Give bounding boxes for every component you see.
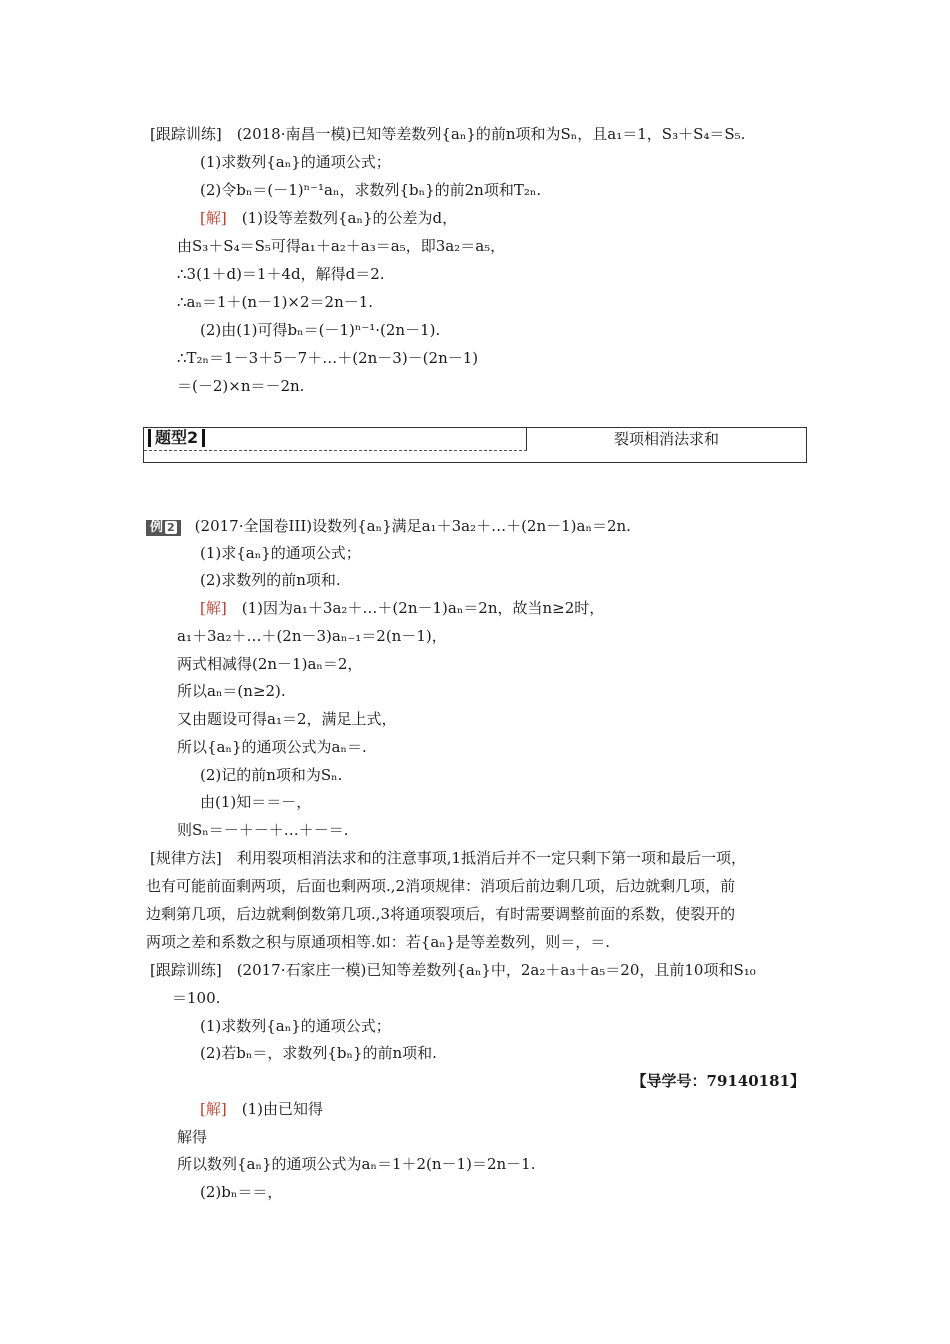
example-number: 2 — [167, 521, 175, 534]
topic-banner-left — [144, 428, 527, 451]
solution-2-line: 两式相减得(2n－1)aₙ＝2， — [177, 655, 363, 673]
solution-1-line: ＝(－2)×n＝－2n. — [177, 377, 305, 395]
topic-title: 裂项相消法求和 — [613, 430, 719, 448]
method-line: [规律方法] 利用裂项相消法求和的注意事项,1抵消后并不一定只剩下第一项和最后一项， — [150, 849, 747, 867]
solution-2-line: 所以aₙ＝(n≥2). — [177, 682, 286, 700]
topic-tag: 题型2 — [148, 429, 205, 447]
method-line: 两项之差和系数之积与原通项相等.如：若{aₙ}是等差数列，则＝，＝. — [146, 933, 611, 951]
question-1-part2: (2)令bₙ＝(－1)ⁿ⁻¹aₙ，求数列{bₙ}的前2n项和T₂ₙ. — [200, 181, 542, 199]
tracking-exercise-1-title: [跟踪训练] (2018·南昌一模)已知等差数列{aₙ}的前n项和为Sₙ，且a₁＝1，S₃＋S₄＝S₅. — [150, 125, 746, 143]
tracking-exercise-2-continued: ＝100. — [172, 989, 221, 1007]
method-line: 边剩第几项，后边就剩倒数第几项.,3将通项裂项后，有时需要调整前面的系数，使裂开的 — [146, 905, 736, 923]
example-text: (2017·全国卷III)设数列{aₙ}满足a₁＋3a₂＋…＋(2n－1)aₙ＝2n. — [194, 517, 631, 535]
question-3-part2: (2)若bₙ＝，求数列{bₙ}的前n项和. — [200, 1044, 437, 1062]
question-1-part1: (1)求数列{aₙ}的通项公式； — [200, 153, 391, 171]
guide-number: 【导学号：79140181】 — [631, 1072, 805, 1090]
solution-1-line: ∴3(1＋d)＝1＋4d，解得d＝2. — [177, 265, 385, 283]
solution-3-line: (2)bₙ＝＝， — [200, 1183, 283, 1201]
solution-2-line: (2)记的前n项和为Sₙ. — [200, 766, 343, 784]
solution-1-start — [200, 208, 457, 228]
solution-tag: [解] — [200, 1100, 227, 1118]
solution-2-start — [200, 598, 604, 618]
method-line: 也有可能前面剩两项，后面也剩两项.,2消项规律：消项后前边剩几项，后边就剩几项，前 — [146, 877, 736, 895]
example-badge: 例 2 — [146, 520, 181, 536]
solution-2-line: 又由题设可得a₁＝2，满足上式， — [177, 710, 397, 728]
solution-text: (1)因为a₁＋3a₂＋…＋(2n－1)aₙ＝2n，故当n≥2时， — [226, 599, 605, 617]
solution-1-line: (2)由(1)可得bₙ＝(－1)ⁿ⁻¹·(2n－1). — [200, 321, 441, 339]
solution-1-line: ∴T₂ₙ＝1－3＋5－7＋…＋(2n－3)－(2n－1) — [177, 349, 479, 367]
solution-2-line: 则Sₙ＝－＋－＋…＋－＝. — [177, 821, 349, 839]
solution-text: (1)设等差数列{aₙ}的公差为d， — [226, 209, 458, 227]
example-2-question — [146, 516, 631, 536]
example-2-part1: (1)求{aₙ}的通项公式； — [200, 544, 361, 562]
solution-2-line: a₁＋3a₂＋…＋(2n－3)aₙ₋₁＝2(n－1)， — [177, 627, 447, 645]
topic-banner — [143, 427, 807, 463]
solution-1-line: ∴aₙ＝1＋(n－1)×2＝2n－1. — [177, 293, 374, 311]
solution-tag: [解] — [200, 599, 227, 617]
example-2-part2: (2)求数列的前n项和. — [200, 571, 341, 589]
solution-1-line: 由S₃＋S₄＝S₅可得a₁＋a₂＋a₃＝a₅，即3a₂＝a₅， — [177, 237, 506, 255]
solution-3-start — [200, 1099, 323, 1119]
question-3-part1: (1)求数列{aₙ}的通项公式； — [200, 1017, 391, 1035]
solution-2-line: 由(1)知＝＝－， — [200, 793, 312, 811]
solution-text: (1)由已知得 — [226, 1100, 323, 1118]
tracking-exercise-2-title: [跟踪训练] (2017·石家庄一模)已知等差数列{aₙ}中，2a₂＋a₃＋a₅＝20，且前10项和S₁₀ — [150, 961, 756, 979]
solution-3-line: 解得 — [177, 1128, 208, 1146]
solution-2-line: 所以{aₙ}的通项公式为aₙ＝. — [177, 738, 367, 756]
solution-3-line: 所以数列{aₙ}的通项公式为aₙ＝1＋2(n－1)＝2n－1. — [177, 1155, 536, 1173]
solution-tag: [解] — [200, 209, 227, 227]
